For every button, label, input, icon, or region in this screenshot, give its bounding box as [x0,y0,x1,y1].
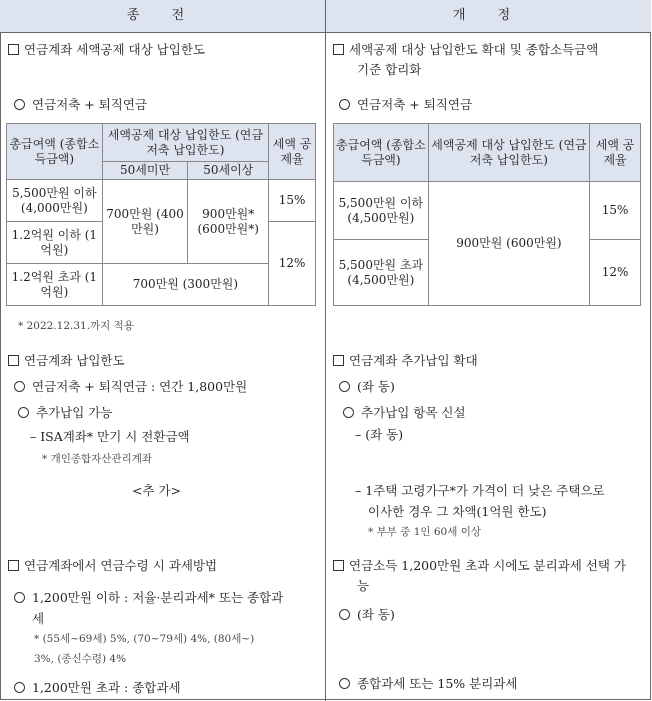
right-section2-sub2-cont: 이사한 경우 그 차액(1억원 한도) [368,504,547,519]
right-section1-item: 연금저축 + 퇴직연금 [339,95,472,113]
left-section2-item2: 추가납입 가능 [18,403,112,421]
column-divider [325,0,326,701]
left-section3-item1-cont: 세 [32,611,45,626]
right-section3-item1: (좌 동) [339,605,395,623]
circle-bullet-icon [14,592,25,603]
cell-r2-income: 5,500만원 초과 (4,500만원) [334,240,429,306]
circle-bullet-icon [343,407,354,418]
circle-bullet-icon [339,609,350,620]
cell-r3-limit: 700만원 (300만원) [102,264,268,306]
left-table-note: * 2022.12.31.까지 적용 [18,320,134,332]
square-bullet-icon [8,355,19,366]
right-section1-title-cont: 기준 합리화 [357,62,422,77]
left-section2-add: <추 가> [132,483,182,498]
cell-r1-rate: 15% [269,180,316,222]
left-section2-note: * 개인종합자산관리계좌 [42,453,153,465]
circle-bullet-icon [339,678,350,689]
cell-r3-income: 1.2억원 초과 (1억원) [7,264,103,306]
cell-r2-income: 1.2억원 이하 (1억원) [7,222,103,264]
th-income: 총급여액 (종합소득금액) [7,124,103,180]
left-section2-item1: 연금저축 + 퇴직연금 : 연간 1,800만원 [14,377,247,395]
right-section2-item2: 추가납입 항목 신설 [343,403,466,421]
header-after: 개 정 [326,0,651,33]
right-section2-sub2: – 1주택 고령가구*가 가격이 더 낮은 주택으로 [355,483,605,498]
circle-bullet-icon [14,381,25,392]
th-income: 총급여액 (종합소득금액) [334,124,429,182]
circle-bullet-icon [18,407,29,418]
cell-r23-rate: 12% [269,222,316,306]
left-section3-note2: 3%, (종신수령) 4% [34,653,127,665]
cell-r12-under50: 700만원 (400만원) [102,180,188,264]
left-section1-title: 연금계좌 세액공제 대상 납입한도 [8,40,205,58]
right-section2-sub1: – (좌 동) [355,427,404,442]
header-before: 종 전 [0,0,325,33]
circle-bullet-icon [339,99,350,110]
circle-bullet-icon [14,682,25,693]
cell-r2-rate: 12% [590,240,641,306]
cell-r1-income: 5,500만원 이하 (4,500만원) [334,182,429,240]
cell-limit: 900만원 (600만원) [428,182,589,306]
right-section3-title: 연금소득 1,200만원 초과 시에도 분리과세 선택 가 [333,556,626,574]
left-section3-item2: 1,200만원 초과 : 종합과세 [14,678,181,696]
circle-bullet-icon [339,381,350,392]
cell-r1-rate: 15% [590,182,641,240]
right-section2-title: 연금계좌 추가납입 확대 [333,351,478,369]
right-section3-item2: 종합과세 또는 15% 분리과세 [339,674,517,692]
square-bullet-icon [8,560,19,571]
left-section3-title: 연금계좌에서 연금수령 시 과세방법 [8,556,217,574]
square-bullet-icon [8,44,19,55]
circle-bullet-icon [14,99,25,110]
right-section2-note: * 부부 중 1인 60세 이상 [368,526,481,538]
cell-r12-over50: 900만원* (600만원*) [188,180,269,264]
right-deduction-table [333,123,641,306]
th-limit: 세액공제 대상 납입한도 (연금저축 납입한도) [428,124,589,182]
square-bullet-icon [333,355,344,366]
th-rate: 세액 공제율 [269,124,316,180]
th-under50: 50세미만 [102,162,188,180]
left-section2-sub: – ISA계좌* 만기 시 전환금액 [30,429,190,444]
square-bullet-icon [333,560,344,571]
left-section1-item: 연금저축 + 퇴직연금 [14,95,147,113]
left-section3-note1: * (55세~69세) 5%, (70~79세) 4%, (80세~) [34,633,255,645]
right-section2-item1: (좌 동) [339,377,395,395]
left-section2-title: 연금계좌 납입한도 [8,351,125,369]
left-deduction-table [6,123,316,306]
right-section1-title: 세액공제 대상 납입한도 확대 및 종합소득금액 [333,40,598,58]
th-limit: 세액공제 대상 납입한도 (연금저축 납입한도) [102,124,268,162]
th-over50: 50세이상 [188,162,269,180]
th-rate: 세액 공제율 [590,124,641,182]
square-bullet-icon [333,44,344,55]
left-section3-item1: 1,200만원 이하 : 저율·분리과세* 또는 종합과 [14,588,283,606]
cell-r1-income: 5,500만원 이하 (4,000만원) [7,180,103,222]
right-section3-title-cont: 능 [357,578,370,593]
